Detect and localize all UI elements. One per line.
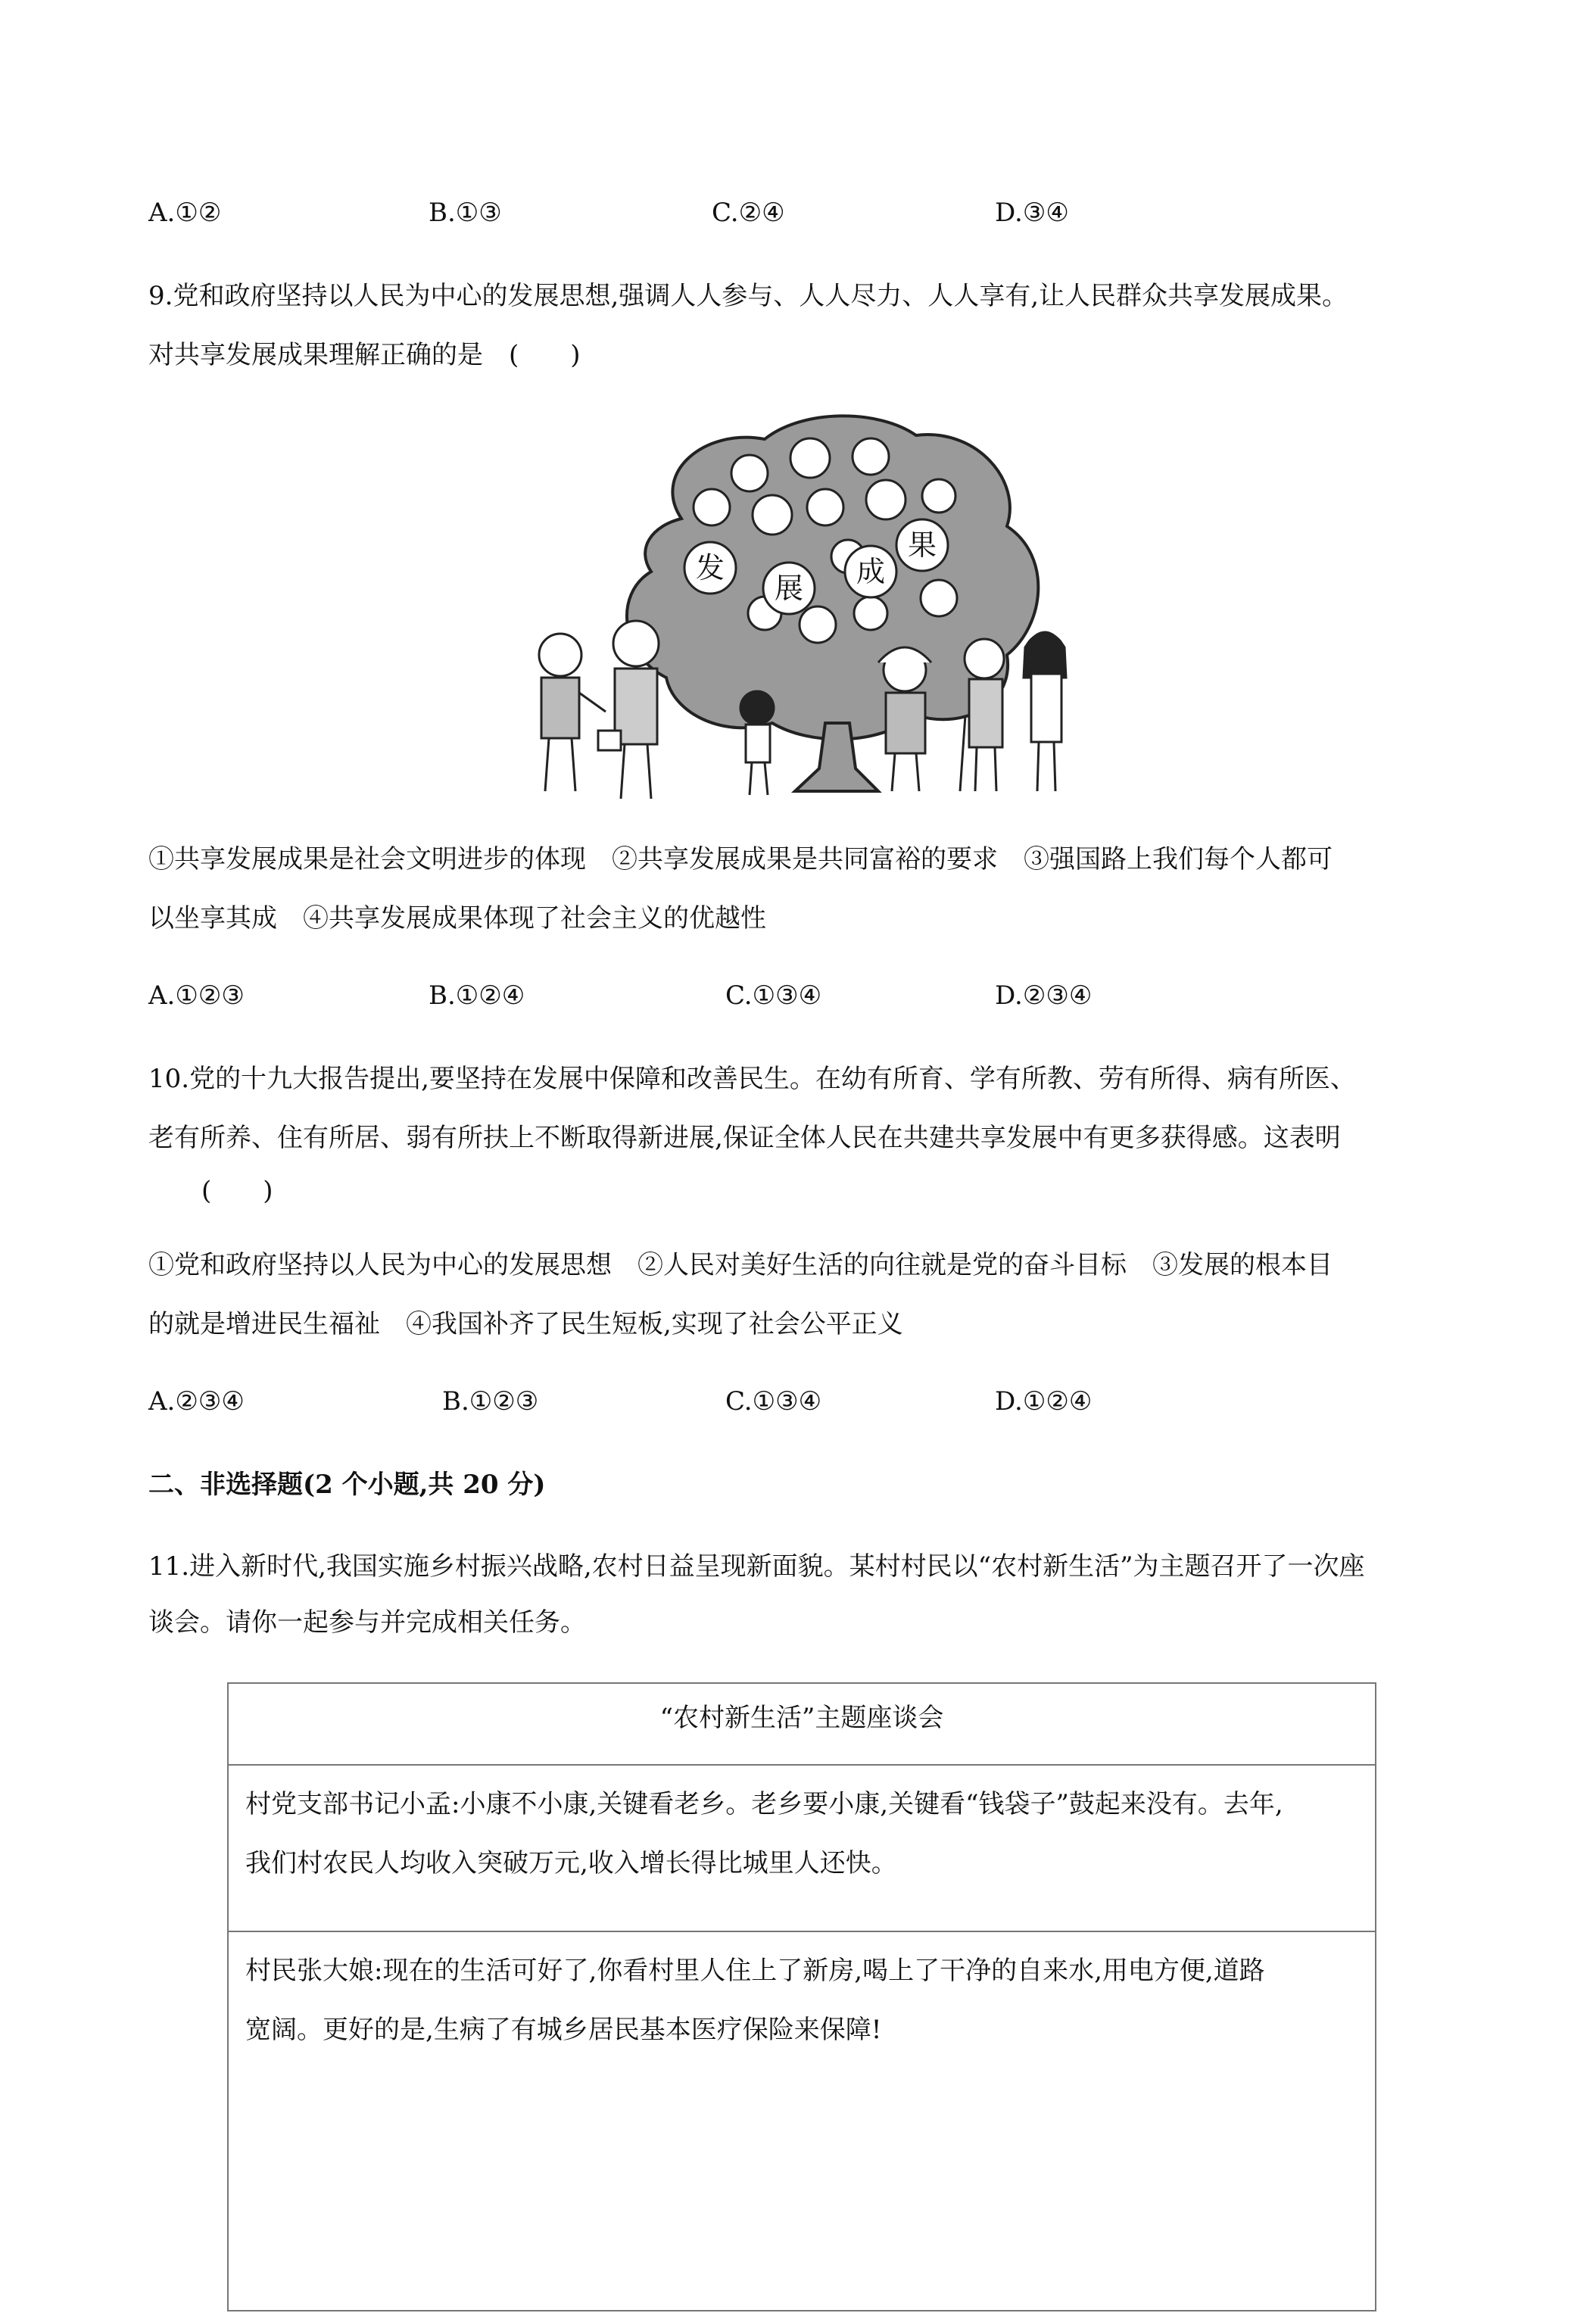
development-fruits-tree-illustration — [522, 413, 1090, 806]
q9-option-c: C.①③④ — [725, 980, 822, 1011]
q10-option-b: B.①②③ — [442, 1386, 539, 1417]
q10-option-d: D.①②④ — [995, 1386, 1093, 1417]
q8-option-b: B.①③ — [429, 198, 502, 228]
table-row — [229, 1931, 1375, 2313]
seminar-table — [227, 1682, 1376, 2311]
table-title: “农村新生活”主题座谈会 — [659, 1703, 944, 1733]
row2-line2: 宽阔。更好的是,生病了有城乡居民基本医疗保险来保障! — [245, 2015, 882, 2045]
q9-stem-line1: 9.党和政府坚持以人民为中心的发展思想,强调人人参与、人人尽力、人人享有,让人民群众共享发展成果。 — [148, 281, 1348, 311]
q11-stem-line1: 11.进入新时代,我国实施乡村振兴战略,农村日益呈现新面貌。某村村民以“农村新生活”为主题召开了一次座 — [148, 1551, 1365, 1582]
q8-option-c: C.②④ — [712, 198, 785, 228]
row2-line1: 村民张大娘:现在的生活可好了,你看村里人住上了新房,喝上了干净的自来水,用电方便,道路 — [245, 1956, 1265, 1986]
q9-option-a: A.①②③ — [148, 980, 245, 1011]
fruit-char-1: 发 — [695, 551, 725, 584]
fruit-char-3: 成 — [856, 555, 886, 588]
q10-stem-line3: ( ) — [201, 1176, 273, 1206]
q10-stem-line1: 10.党的十九大报告提出,要坚持在发展中保障和改善民生。在幼有所育、学有所教、劳有所得、病有所医、 — [148, 1064, 1356, 1094]
q9-statements-line2: 以坐享其成 ④共享发展成果体现了社会主义的优越性 — [148, 903, 766, 934]
q10-stem-line2: 老有所养、住有所居、弱有所扶上不断取得新进展,保证全体人民在共建共享发展中有更多获得感。这表明 — [148, 1123, 1341, 1153]
q9-statements-line1: ①共享发展成果是社会文明进步的体现 ②共享发展成果是共同富裕的要求 ③强国路上我们每个人都可 — [148, 844, 1333, 874]
fruit-char-2: 展 — [774, 572, 804, 605]
q9-stem-line2: 对共享发展成果理解正确的是 ( ) — [148, 340, 581, 370]
q9-option-b: B.①②④ — [429, 980, 525, 1011]
row1-line1: 村党支部书记小孟:小康不小康,关键看老乡。老乡要小康,关键看“钱袋子”鼓起来没有。去年, — [245, 1789, 1283, 1819]
q10-statements-line2: 的就是增进民生福祉 ④我国补齐了民生短板,实现了社会公平正义 — [148, 1309, 903, 1339]
q8-option-a: A.①② — [148, 198, 222, 228]
q10-option-a: A.②③④ — [148, 1386, 245, 1417]
q10-statements-line1: ①党和政府坚持以人民为中心的发展思想 ②人民对美好生活的向往就是党的奋斗目标 ③发展的根本目 — [148, 1250, 1333, 1280]
fruit-char-4: 果 — [907, 528, 937, 562]
q9-option-d: D.②③④ — [995, 980, 1093, 1011]
q8-option-d: D.③④ — [995, 198, 1069, 228]
q11-stem-line2: 谈会。请你一起参与并完成相关任务。 — [148, 1607, 586, 1638]
row1-line2: 我们村农民人均收入突破万元,收入增长得比城里人还快。 — [245, 1848, 897, 1878]
q10-option-c: C.①③④ — [725, 1386, 822, 1417]
section-heading: 二、非选择题(2 个小题,共 20 分) — [148, 1470, 546, 1500]
